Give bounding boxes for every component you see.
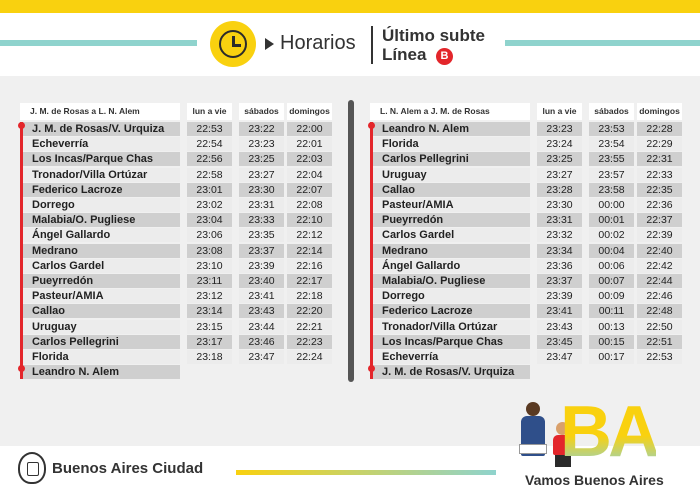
station-name: Carlos Gardel (20, 259, 180, 273)
departure-time: 23:22 (239, 122, 284, 136)
departure-time: 23:46 (239, 335, 284, 349)
departure-time: 22:50 (637, 320, 682, 334)
departure-time: 22:56 (187, 152, 232, 166)
departure-time: 23:14 (187, 304, 232, 318)
departure-time: 22:39 (637, 228, 682, 242)
departure-time: 22:07 (287, 183, 332, 197)
station-name: Federico Lacroze (20, 183, 180, 197)
header-right-rule (505, 40, 700, 46)
line-b-badge: B (436, 48, 453, 65)
station-name: Carlos Pellegrini (20, 335, 180, 349)
departure-time: 23:30 (537, 198, 582, 212)
station-name: Dorrego (370, 289, 530, 303)
station-name: Federico Lacroze (370, 304, 530, 318)
departure-time: 23:43 (239, 304, 284, 318)
departure-time: 22:31 (637, 152, 682, 166)
departure-time: 00:13 (589, 320, 634, 334)
departure-time: 22:46 (637, 289, 682, 303)
departure-time: 23:27 (537, 168, 582, 182)
departure-time: 22:35 (637, 183, 682, 197)
departure-time: 22:40 (637, 244, 682, 258)
departure-time: 22:20 (287, 304, 332, 318)
departure-time: 23:47 (537, 350, 582, 364)
departure-time: 22:44 (637, 274, 682, 288)
departure-time: 00:09 (589, 289, 634, 303)
column-header-1: sábados (239, 103, 284, 120)
station-name: Pasteur/AMIA (370, 198, 530, 212)
column-header-2: domingos (637, 103, 682, 120)
station-name: Pasteur/AMIA (20, 289, 180, 303)
departure-time: 22:21 (287, 320, 332, 334)
woman-figure-illustration (516, 402, 550, 468)
departure-time: 23:41 (239, 289, 284, 303)
subtitle-last-train: Último subte (382, 26, 485, 45)
departure-time: 23:10 (187, 259, 232, 273)
departure-time: 22:53 (187, 122, 232, 136)
departure-time: 22:16 (287, 259, 332, 273)
departure-time: 22:42 (637, 259, 682, 273)
station-name: Pueyrredón (370, 213, 530, 227)
station-name: Los Incas/Parque Chas (20, 152, 180, 166)
departure-time: 23:15 (187, 320, 232, 334)
station-name: Echeverría (20, 137, 180, 151)
footer-gradient-rule (236, 470, 496, 475)
top-yellow-bar (0, 0, 700, 13)
departure-time: 23:33 (239, 213, 284, 227)
departure-time: 23:32 (537, 228, 582, 242)
departure-time: 23:25 (239, 152, 284, 166)
departure-time: 22:29 (637, 137, 682, 151)
station-name: Los Incas/Parque Chas (370, 335, 530, 349)
departure-time: 00:06 (589, 259, 634, 273)
column-header-2: domingos (287, 103, 332, 120)
station-name: Carlos Pellegrini (370, 152, 530, 166)
station-name: Malabia/O. Pugliese (370, 274, 530, 288)
departure-time: 22:01 (287, 137, 332, 151)
departure-time: 23:41 (537, 304, 582, 318)
departure-time: 00:00 (589, 198, 634, 212)
departure-time: 23:35 (239, 228, 284, 242)
departure-time: 22:53 (637, 350, 682, 364)
station-name: Ángel Gallardo (370, 259, 530, 273)
departure-time: 22:04 (287, 168, 332, 182)
station-name: Callao (20, 304, 180, 318)
departure-time: 23:53 (589, 122, 634, 136)
station-name: Tronador/Villa Ortúzar (370, 320, 530, 334)
departure-time: 23:31 (239, 198, 284, 212)
departure-time: 23:54 (589, 137, 634, 151)
panel-divider (348, 100, 354, 382)
departure-time: 22:17 (287, 274, 332, 288)
departure-time: 22:23 (287, 335, 332, 349)
departure-time: 23:47 (239, 350, 284, 364)
departure-time: 22:58 (187, 168, 232, 182)
departure-time: 23:01 (187, 183, 232, 197)
column-header-0: lun a vie (187, 103, 232, 120)
station-name: Pueyrredón (20, 274, 180, 288)
departure-time: 23:37 (537, 274, 582, 288)
direction-header: L. N. Alem a J. M. de Rosas (370, 103, 530, 120)
line-rail-right (370, 122, 373, 379)
departure-time: 22:12 (287, 228, 332, 242)
ba-logo: BA (560, 392, 656, 472)
departure-time: 00:11 (589, 304, 634, 318)
departure-time: 22:03 (287, 152, 332, 166)
departure-time: 23:58 (589, 183, 634, 197)
departure-time: 23:12 (187, 289, 232, 303)
footer-city-name: Buenos Aires Ciudad (52, 460, 204, 477)
station-name: Medrano (370, 244, 530, 258)
departure-time: 23:39 (537, 289, 582, 303)
line-rail-left (20, 122, 23, 379)
departure-time: 23:06 (187, 228, 232, 242)
departure-time: 23:27 (239, 168, 284, 182)
footer-slogan: Vamos Buenos Aires (525, 472, 664, 488)
header-left-rule (0, 40, 197, 46)
departure-time: 22:51 (637, 335, 682, 349)
departure-time: 00:15 (589, 335, 634, 349)
station-name: Tronador/Villa Ortúzar (20, 168, 180, 182)
station-name: Carlos Gardel (370, 228, 530, 242)
departure-time: 00:17 (589, 350, 634, 364)
departure-time: 23:25 (537, 152, 582, 166)
departure-time: 23:45 (537, 335, 582, 349)
departure-time: 23:37 (239, 244, 284, 258)
station-name: J. M. de Rosas/V. Urquiza (370, 365, 530, 379)
departure-time: 22:54 (187, 137, 232, 151)
station-name: Medrano (20, 244, 180, 258)
station-name: J. M. de Rosas/V. Urquiza (20, 122, 180, 136)
column-header-0: lun a vie (537, 103, 582, 120)
station-name: Florida (370, 137, 530, 151)
subtitle-line: Línea (382, 45, 427, 64)
play-arrow-icon (265, 38, 274, 50)
header-divider (371, 26, 373, 64)
departure-time: 23:36 (537, 259, 582, 273)
departure-time: 22:36 (637, 198, 682, 212)
departure-time: 22:24 (287, 350, 332, 364)
departure-time: 23:17 (187, 335, 232, 349)
departure-time: 22:00 (287, 122, 332, 136)
departure-time: 22:48 (637, 304, 682, 318)
departure-time: 22:37 (637, 213, 682, 227)
departure-time: 00:01 (589, 213, 634, 227)
departure-time: 23:28 (537, 183, 582, 197)
departure-time: 22:08 (287, 198, 332, 212)
station-name: Leandro N. Alem (370, 122, 530, 136)
departure-time: 23:02 (187, 198, 232, 212)
station-name: Malabia/O. Pugliese (20, 213, 180, 227)
station-name: Uruguay (20, 320, 180, 334)
departure-time: 22:18 (287, 289, 332, 303)
departure-time: 22:10 (287, 213, 332, 227)
departure-time: 23:40 (239, 274, 284, 288)
departure-time: 23:04 (187, 213, 232, 227)
departure-time: 23:39 (239, 259, 284, 273)
station-dot-icon (368, 122, 375, 129)
station-name: Uruguay (370, 168, 530, 182)
departure-time: 00:07 (589, 274, 634, 288)
station-name: Callao (370, 183, 530, 197)
departure-time: 22:33 (637, 168, 682, 182)
station-name: Florida (20, 350, 180, 364)
departure-time: 23:08 (187, 244, 232, 258)
direction-header: J. M. de Rosas a L. N. Alem (20, 103, 180, 120)
page-title: Horarios (280, 32, 356, 54)
departure-time: 23:23 (537, 122, 582, 136)
departure-time: 23:11 (187, 274, 232, 288)
departure-time: 00:02 (589, 228, 634, 242)
departure-time: 23:24 (537, 137, 582, 151)
station-dot-icon (18, 122, 25, 129)
departure-time: 23:23 (239, 137, 284, 151)
station-name: Leandro N. Alem (20, 365, 180, 379)
departure-time: 23:55 (589, 152, 634, 166)
station-name: Ángel Gallardo (20, 228, 180, 242)
departure-time: 22:28 (637, 122, 682, 136)
departure-time: 23:34 (537, 244, 582, 258)
column-header-1: sábados (589, 103, 634, 120)
clock-icon (210, 21, 256, 67)
departure-time: 00:04 (589, 244, 634, 258)
departure-time: 23:43 (537, 320, 582, 334)
departure-time: 23:30 (239, 183, 284, 197)
departure-time: 23:44 (239, 320, 284, 334)
station-name: Echeverría (370, 350, 530, 364)
departure-time: 22:14 (287, 244, 332, 258)
departure-time: 23:31 (537, 213, 582, 227)
departure-time: 23:18 (187, 350, 232, 364)
departure-time: 23:57 (589, 168, 634, 182)
station-name: Dorrego (20, 198, 180, 212)
city-seal-icon (18, 452, 46, 484)
